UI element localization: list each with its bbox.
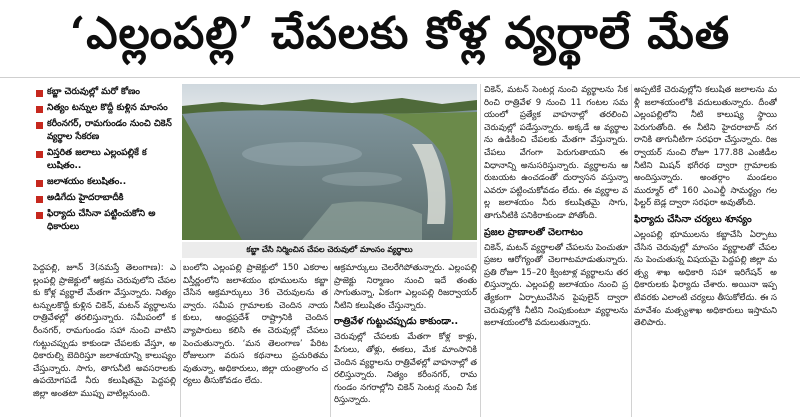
section-subheading: ప్రజల ప్రాణాలతో చెలగాటం <box>484 226 583 238</box>
section-subheading: ఫిర్యాదు చేసినా చర్యలు శూన్యం <box>634 213 752 225</box>
column-divider <box>480 84 481 417</box>
highlight-item <box>36 176 176 189</box>
column-divider <box>180 260 181 417</box>
highlight-item <box>36 147 176 173</box>
article-column-5 <box>634 84 777 417</box>
article-column-3 <box>334 262 477 417</box>
section-subheading: రాత్రివేళ గుట్టుచప్పుడు కాకుండా.. <box>334 316 459 328</box>
column-text: ఎల్లంపల్లి భూములను కబ్జాచేసి ఏర్పాటు చేసిన చెరువుల్లో మాంసం వ్యర్థాలతో చేపలను పెంచుతున్న విషయమై పెద్దపల్లి జిల్లా మత్స్య శాఖ అధికారి సహా ఇరిగేషన్ అధికారులకు ఫిర్యాదు చేశారు. అయినా ఇప్పటివరకు ఎలాంటి చర్యలు తీసుకోలేదు. ఈ సమావేశం మత్స్యశాఖ అధికారులు ఇస్తామని తెలిపారు. <box>634 229 777 329</box>
highlight-item <box>36 118 176 144</box>
highlight-text: ఫిర్యాదు చేసినా పట్టించుకోని అధికారులు <box>47 209 156 232</box>
square-bullet-icon <box>36 106 43 113</box>
column-text: అప్పటికే చెరువుల్లోని కలుషిత జలాలను మళ్లీ జలాశయంలోకి వదులుతున్నారు. దీంతో ఎల్లంపల్లిలోని నీటి కాలుష్య స్థాయి పెరుగుతోంది. ఈ నీటిని హైదరాబాద్ నగరానికి తాగునీటిగా సరఫరా చేస్తున్నారు. రిజర్వాయర్ నుంచి రోజూ 177.88 ఎంజీడీల నీటిని మిషన్ భగీరథ ద్వారా గ్రామాలకు అందిస్తున్నారు. అంతర్గాం మండలం ముర్మూర్ లో 160 ఎంఎల్డీ సామర్థ్యం గల ఫిల్టర్ బెడ్ల ద్వారా సరఫరా అవుతోంది. <box>634 85 777 209</box>
highlight-text: అడిగేదు హైదరాబాదీకి <box>47 193 124 203</box>
highlight-text: కబ్జా చెరువుల్లో మరో కోణం <box>47 87 140 97</box>
square-bullet-icon <box>36 196 43 203</box>
column-text: పెద్దపల్లి, జూన్ 3(నమస్తే తెలంగాణ): ఎల్లంపల్లి ప్రాజెక్టులో ఆక్రమ చెరువులోని చేపలకు కోళ్ల వ్యర్థాలే మేతగా వేస్తున్నారు. నిత్యం టన్నులకొద్దీ కుళ్లిన చికెన్, మటన్ వ్యర్థాలను రాత్రివేళల్లో తరలిస్తున్నారు. సమీపంలో కరీంనగర్, రామగుండం సహా నుంచి వాటిని గుట్టుచప్పుడు కాకుండా చేపలకు వేస్తూ, అధికారుల్ని బెదిరిస్తూ జలాశయాన్ని కాలుష్యం చేస్తున్నారు. సాగు, తాగునీటి అవసరాలకు ఉపయోగపడే నీరు కలుషితమై పెద్దపల్లి జిల్లా అంతటా ముప్పు వాటిల్లనుంది. <box>33 263 176 399</box>
column-text: బంలోని ఎల్లంపల్లి ప్రాజెక్టులో 150 ఎకరాల విస్తీర్ణంలోని జలాశయం భూములను కబ్జా చేసిన ఆక్రమార్కులు 36 చెరువులను తవ్వారు. సమీప గ్రామాలకు చెందిన నాయకులు, ఆంధ్రప్రదేశ్ రాష్ట్రానికి చెందిన వ్యాపారులు కలిసి ఈ చెరువుల్లో చేపలు పెంచుతున్నారు. ‘మన తెలంగాణ’ పేరిట రోజులుగా వరుస కథనాలు ప్రచురితమవుతున్నా, అధికారులు, జిల్లా యంత్రాంగం చర్యలు తీసుకోవడం లేదు. <box>183 263 328 387</box>
highlight-item <box>36 192 176 205</box>
photo-caption: కబ్జా చేసి నిర్మించిన చేపల చెరువులో మాంసం వ్యర్థాలు <box>182 242 477 258</box>
highlight-item <box>36 102 176 115</box>
column-text: ఆక్రమార్కులు చెలరేగిపోతున్నారు. ఎల్లంపల్లి ప్రాజెక్టు నిర్మాణం నుంచి ఇదే తంతు సాగుతున్నా, ఏకంగా ఎల్లంపల్లి రిజర్వాయర్ నీటిని కలుషితం చేస్తున్నారు. <box>334 263 477 311</box>
article-column-4 <box>484 84 628 417</box>
highlight-text: జలాశయం కలుషితం.. <box>47 177 127 187</box>
column-divider <box>631 84 632 417</box>
square-bullet-icon <box>36 151 43 158</box>
highlight-item <box>36 208 176 234</box>
headline: ‘ఎల్లంపల్లి’ చేపలకు కోళ్ల వ్యర్థాలే మేత <box>0 0 800 78</box>
column-text: చికెన్, మటన్ సెంటర్ల నుంచి వ్యర్థాలను సేకరించి రాత్రివేళ 9 నుంచి 11 గంటల సమయంలో ప్రత్యేక వాహనాల్లో తరలించి చెరువుల్లో పడేస్తున్నారు. అక్కడే ఆ వ్యర్థాలను ఉడికించి చేపలకు మేతగా వేస్తున్నారు. చేపలు వేగంగా పెరుగుతాయని ఈ విధానాన్ని అనుసరిస్తున్నారు. వ్యర్థాలను ఆరుబయట ఉంచడంతో దుర్వాసన వస్తున్నా ఎవరూ పట్టించుకోవడం లేదు. ఈ వ్యర్థాల వల్ల జలాశయం నీరు కలుషితమై సాగు, తాగునీటికి పనికిరాకుండా పోతోంది. <box>484 85 628 221</box>
highlights-box <box>30 82 180 260</box>
square-bullet-icon <box>36 212 43 219</box>
highlight-text: విస్తరిత జలాలు ఎల్లంపల్లికే కలుషితం.. <box>47 148 147 171</box>
column-text: చెరువుల్లో చేపలకు మేతగా కోళ్ల కాళ్లు, పేగులు, తోళ్లు, ఈకలు, మేక మాంసానికి చెందిన వ్యర్థాలను రాత్రివేళల్లో వాహనాల్లో తరలిస్తున్నారు. నిత్యం కరీంనగర్, రామగుండం నగరాల్లోని చికెన్ సెంటర్ల నుంచి సేకరిస్తున్నారు. <box>334 332 477 406</box>
square-bullet-icon <box>36 180 43 187</box>
square-bullet-icon <box>36 122 43 129</box>
column-text: చికెన్, మటన్ వ్యర్థాలతో చేపలను పెంచుతూ ప్రజల ఆరోగ్యంతో చెలగాటమాడుతున్నారు. ప్రతి రోజూ 15–20 క్వింటాళ్ల వ్యర్థాలను తరలిస్తున్నారు. ఎల్లంపల్లి జలాశయం నుంచి ప్రత్యేకంగా ఏర్పాటుచేసిన పైపులైన్ ద్వారా చెరువుల్లోకి నీటిని నింపుకుంటూ వ్యర్థాలను జలాశయంలోకి వదులుతున్నారు. <box>484 242 628 329</box>
pond-photo <box>182 84 477 240</box>
highlight-text: నిత్యం టన్నుల కొద్దీ కుళ్లిన మాంసం <box>47 103 168 113</box>
article-column-2 <box>183 262 328 417</box>
article-column-1 <box>33 262 176 417</box>
square-bullet-icon <box>36 90 43 97</box>
highlight-text: కరీంనగర్, రామగుండం నుంచి చికెన్ వ్యర్థాల సేకరణ <box>47 119 172 142</box>
column-divider <box>330 260 331 417</box>
highlight-item <box>36 86 176 99</box>
